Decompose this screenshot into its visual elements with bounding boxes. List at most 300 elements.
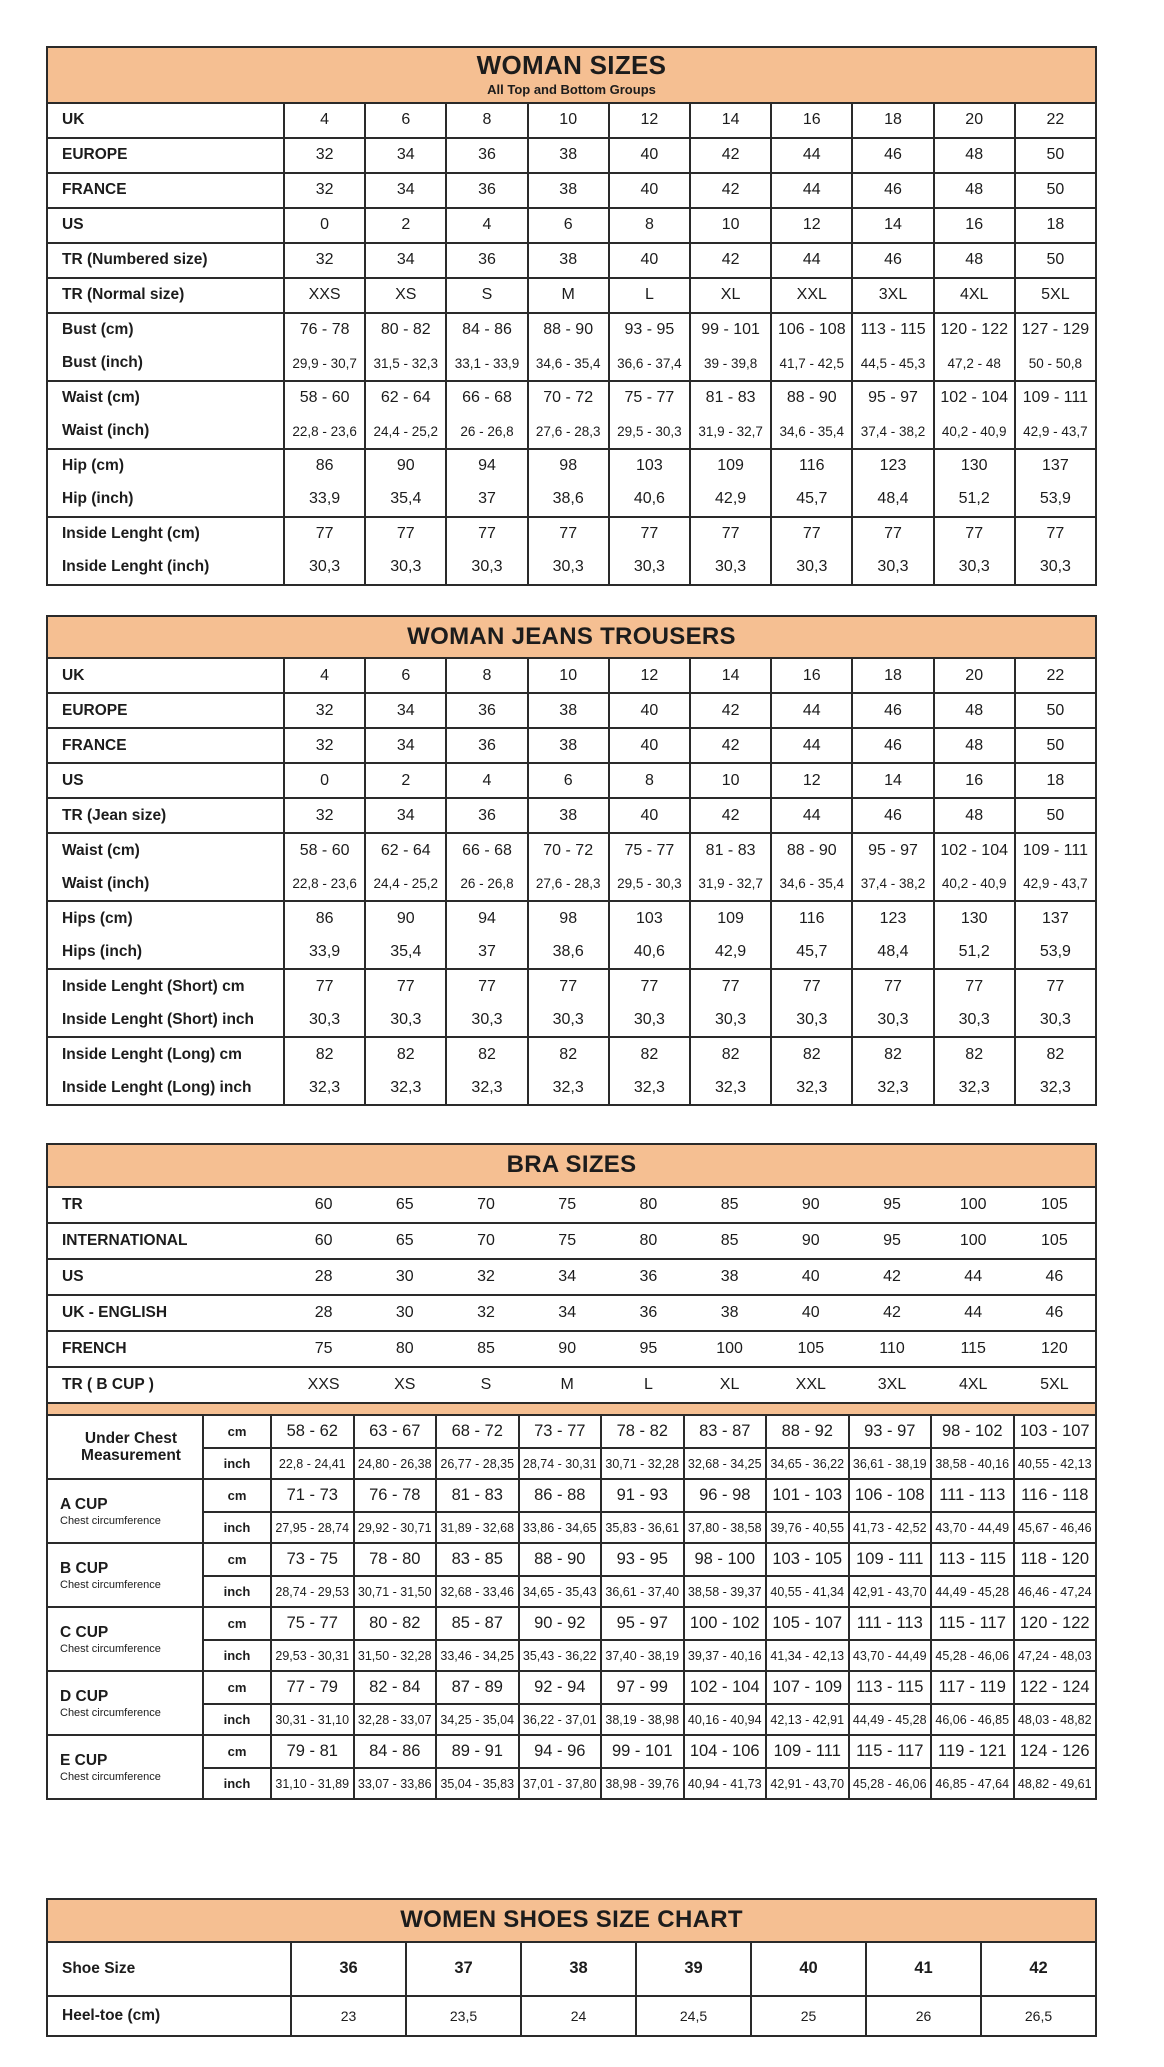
- row-label: FRANCE: [62, 181, 127, 199]
- value-cell: 48: [933, 799, 1014, 832]
- value-cell: 101 - 103: [765, 1480, 848, 1511]
- value-cell: 137: [1014, 450, 1095, 483]
- value-cell: 80 - 82: [353, 1608, 436, 1639]
- value-cell: 115 - 117: [848, 1736, 931, 1767]
- unit-label: cm: [202, 1480, 270, 1511]
- value-cell: 36,22 - 37,01: [518, 1703, 601, 1734]
- row-group: [48, 380, 1095, 448]
- value-cell: 103: [608, 450, 689, 483]
- value-cell: 80: [639, 1232, 658, 1250]
- table-row: [48, 1003, 1095, 1036]
- value-cell: 40: [801, 1304, 820, 1322]
- value-cell: 33,07 - 33,86: [353, 1767, 436, 1798]
- table-title: WOMAN SIZES: [476, 50, 667, 80]
- value-cell: 12: [770, 764, 851, 797]
- cup-sublabel: Chest circumference: [60, 1642, 161, 1655]
- value-cell: 79 - 81: [270, 1736, 353, 1767]
- value-cell: 40: [801, 1268, 820, 1286]
- value-cell: 14: [689, 659, 770, 692]
- woman-sizes-title-band: [48, 48, 1095, 102]
- value-cell: 33,1 - 33,9: [445, 347, 526, 380]
- value-cell: 81 - 83: [689, 382, 770, 415]
- table-bra-sizes: [46, 1143, 1097, 1800]
- value-cell: 71 - 73: [270, 1480, 353, 1511]
- value-cell: 3XL: [851, 279, 932, 312]
- value-cell: 103 - 107: [1013, 1416, 1096, 1447]
- value-cell: 84 - 86: [445, 314, 526, 347]
- value-cell: 30,3: [1014, 551, 1095, 584]
- row-label: Shoe Size: [62, 1959, 136, 1977]
- value-cell: 62 - 64: [364, 834, 445, 867]
- value-cell: XXL: [770, 279, 851, 312]
- cup-row-group: [48, 1542, 1095, 1606]
- value-cell: 98 - 102: [930, 1416, 1013, 1447]
- value-cell: 48,4: [851, 483, 932, 516]
- row-group: [48, 102, 1095, 137]
- cup-row-group: [48, 1670, 1095, 1734]
- cup-name: A CUP: [60, 1495, 108, 1513]
- value-cell: 30,3: [689, 1003, 770, 1036]
- value-cell: 75: [314, 1340, 333, 1358]
- value-cell: 39 - 39,8: [689, 347, 770, 380]
- value-cell: 82: [689, 1038, 770, 1071]
- value-cell: 5XL: [1040, 1376, 1069, 1394]
- value-cell: 36: [639, 1268, 658, 1286]
- value-cell: 120 - 122: [1013, 1608, 1096, 1639]
- row-label: Inside Lenght (cm): [62, 525, 200, 543]
- value-cell: 38: [520, 1943, 635, 1995]
- value-cell: 34,25 - 35,04: [435, 1703, 518, 1734]
- value-cell: 31,10 - 31,89: [270, 1767, 353, 1798]
- value-cell: 34,65 - 36,22: [765, 1447, 848, 1478]
- value-cell: 4: [283, 104, 364, 137]
- value-cell: 48: [933, 139, 1014, 172]
- value-cell: 40: [608, 244, 689, 277]
- value-cell: 102 - 104: [933, 834, 1014, 867]
- row-group: [48, 900, 1095, 968]
- value-cell: 41,73 - 42,52: [848, 1511, 931, 1542]
- value-cell: 77: [770, 518, 851, 551]
- row-label: Inside Lenght (Short) cm: [62, 977, 245, 995]
- value-cell: 95: [883, 1196, 901, 1214]
- value-cell: 30: [395, 1268, 414, 1286]
- value-cell: 34,6 - 35,4: [770, 867, 851, 900]
- value-cell: 73 - 77: [518, 1416, 601, 1447]
- value-cell: 30,3: [283, 551, 364, 584]
- value-cell: 38: [720, 1268, 739, 1286]
- value-cell: 16: [770, 104, 851, 137]
- unit-label: inch: [202, 1703, 270, 1734]
- value-cell: 44: [770, 139, 851, 172]
- value-cell: 47,2 - 48: [933, 347, 1014, 380]
- value-cell: 105: [1041, 1196, 1068, 1214]
- value-cell: 30,3: [933, 551, 1014, 584]
- value-cell: 86 - 88: [518, 1480, 601, 1511]
- value-cell: 44: [770, 244, 851, 277]
- value-cell: 66 - 68: [445, 834, 526, 867]
- value-cell: 37: [445, 483, 526, 516]
- value-cell: 78 - 80: [353, 1544, 436, 1575]
- value-cell: 84 - 86: [353, 1736, 436, 1767]
- row-group: [48, 516, 1095, 584]
- value-cell: 8: [445, 659, 526, 692]
- value-cell: 90: [558, 1340, 577, 1358]
- value-cell: 4: [283, 659, 364, 692]
- value-cell: 44,49 - 45,28: [848, 1703, 931, 1734]
- value-cell: 53,9: [1014, 935, 1095, 968]
- value-cell: 44: [770, 174, 851, 207]
- row-label: Waist (cm): [62, 841, 140, 859]
- table-row: [48, 935, 1095, 968]
- row-label: UK: [62, 666, 85, 684]
- value-cell: 35,83 - 36,61: [600, 1511, 683, 1542]
- value-cell: 3XL: [877, 1376, 907, 1394]
- table-title: BRA SIZES: [506, 1151, 637, 1179]
- value-cell: 30,3: [1014, 1003, 1095, 1036]
- value-cell: 37,4 - 38,2: [851, 867, 932, 900]
- value-cell: 10: [527, 104, 608, 137]
- value-cell: 45,28 - 46,06: [930, 1639, 1013, 1670]
- value-cell: 93 - 95: [608, 314, 689, 347]
- value-cell: 25: [750, 1997, 865, 2035]
- value-cell: 46: [851, 694, 932, 727]
- row-group: [48, 1036, 1095, 1104]
- value-cell: 38: [527, 694, 608, 727]
- value-cell: 29,92 - 30,71: [353, 1511, 436, 1542]
- value-cell: 26: [865, 1997, 980, 2035]
- value-cell: 110: [879, 1340, 905, 1358]
- table-row: [48, 347, 1095, 380]
- value-cell: 90: [364, 902, 445, 935]
- row-group: [48, 448, 1095, 516]
- value-cell: 4: [445, 764, 526, 797]
- value-cell: 123: [851, 902, 932, 935]
- value-cell: 42,91 - 43,70: [765, 1767, 848, 1798]
- table-row: [48, 518, 1095, 551]
- value-cell: 44: [770, 799, 851, 832]
- value-cell: 88 - 92: [765, 1416, 848, 1447]
- value-cell: 115: [960, 1340, 986, 1358]
- value-cell: 42: [689, 729, 770, 762]
- value-cell: 37,4 - 38,2: [851, 415, 932, 448]
- value-cell: 36: [445, 174, 526, 207]
- row-group: [48, 207, 1095, 242]
- table-row: [48, 1188, 1095, 1222]
- value-cell: 45,67 - 46,46: [1013, 1511, 1096, 1542]
- value-cell: 10: [689, 209, 770, 242]
- table-row: [48, 694, 1095, 727]
- value-cell: 32: [283, 174, 364, 207]
- value-cell: 46: [1045, 1268, 1064, 1286]
- value-cell: 90: [364, 450, 445, 483]
- value-cell: 83 - 85: [435, 1544, 518, 1575]
- value-cell: 24,5: [635, 1997, 750, 2035]
- row-group: [48, 137, 1095, 172]
- value-cell: 30,3: [445, 551, 526, 584]
- value-cell: 4: [445, 209, 526, 242]
- value-cell: 26 - 26,8: [445, 867, 526, 900]
- value-cell: 109 - 111: [848, 1544, 931, 1575]
- value-cell: 42,13 - 42,91: [765, 1703, 848, 1734]
- value-cell: 30,31 - 31,10: [270, 1703, 353, 1734]
- table-row: [48, 970, 1095, 1003]
- table-row: [48, 551, 1095, 584]
- value-cell: 48,82 - 49,61: [1013, 1767, 1096, 1798]
- value-cell: 90 - 92: [518, 1608, 601, 1639]
- row-label: [48, 1416, 202, 1478]
- value-cell: 53,9: [1014, 483, 1095, 516]
- value-cell: 77: [689, 518, 770, 551]
- value-cell: 18: [851, 659, 932, 692]
- value-cell: 70 - 72: [527, 382, 608, 415]
- unit-label: cm: [202, 1608, 270, 1639]
- value-cell: 77: [933, 970, 1014, 1003]
- value-cell: 37: [445, 935, 526, 968]
- value-cell: 37: [405, 1943, 520, 1995]
- value-cell: XS: [364, 279, 445, 312]
- value-cell: 118 - 120: [1013, 1544, 1096, 1575]
- value-cell: 32,3: [933, 1071, 1014, 1104]
- row-label: US: [62, 1268, 84, 1286]
- value-cell: 44: [964, 1268, 983, 1286]
- value-cell: 42,9 - 43,7: [1014, 867, 1095, 900]
- value-cell: 40: [608, 174, 689, 207]
- value-cell: 77: [364, 970, 445, 1003]
- value-cell: 96 - 98: [683, 1480, 766, 1511]
- value-cell: 46: [851, 244, 932, 277]
- value-cell: 36: [445, 694, 526, 727]
- value-cell: 45,7: [770, 935, 851, 968]
- value-cell: 95 - 97: [600, 1608, 683, 1639]
- row-group: [48, 797, 1095, 832]
- value-cell: 77 - 79: [270, 1672, 353, 1703]
- row-label: Hips (inch): [62, 942, 143, 960]
- value-cell: 14: [689, 104, 770, 137]
- table-title: WOMAN JEANS TROUSERS: [407, 622, 736, 650]
- value-cell: 31,5 - 32,3: [364, 347, 445, 380]
- value-cell: 50: [1014, 174, 1095, 207]
- row-label: EUROPE: [62, 701, 128, 719]
- value-cell: 26 - 26,8: [445, 415, 526, 448]
- cup-sublabel: Chest circumference: [60, 1770, 161, 1783]
- row-label: Inside Lenght (inch): [62, 558, 210, 576]
- value-cell: 37,01 - 37,80: [518, 1767, 601, 1798]
- value-cell: 58 - 62: [270, 1416, 353, 1447]
- value-cell: 31,50 - 32,28: [353, 1639, 436, 1670]
- value-cell: 82: [445, 1038, 526, 1071]
- value-cell: 4XL: [958, 1376, 988, 1394]
- value-cell: 6: [527, 209, 608, 242]
- value-cell: 42: [883, 1304, 901, 1322]
- value-cell: 44: [964, 1304, 983, 1322]
- table-row: [48, 1296, 1095, 1330]
- value-cell: 27,6 - 28,3: [527, 415, 608, 448]
- value-cell: 34,65 - 35,43: [518, 1575, 601, 1606]
- women-shoes-title-band: [48, 1900, 1095, 1941]
- row-group: [48, 1366, 1095, 1402]
- value-cell: M: [560, 1376, 574, 1394]
- value-cell: 2: [364, 764, 445, 797]
- value-cell: 80: [639, 1196, 658, 1214]
- cup-name: C CUP: [60, 1623, 109, 1641]
- value-cell: 123: [851, 450, 932, 483]
- value-cell: 100: [959, 1196, 987, 1214]
- value-cell: 36,61 - 37,40: [600, 1575, 683, 1606]
- row-label: TR (Numbered size): [62, 251, 208, 269]
- value-cell: 44: [770, 694, 851, 727]
- table-row: [48, 659, 1095, 692]
- value-cell: 18: [1014, 209, 1095, 242]
- value-cell: 32,3: [689, 1071, 770, 1104]
- value-cell: 75 - 77: [608, 382, 689, 415]
- value-cell: 34: [364, 244, 445, 277]
- value-cell: 95 - 97: [851, 382, 932, 415]
- value-cell: 36,61 - 38,19: [848, 1447, 931, 1478]
- value-cell: 137: [1014, 902, 1095, 935]
- value-cell: 30,71 - 31,50: [353, 1575, 436, 1606]
- value-cell: 38: [527, 174, 608, 207]
- value-cell: 70: [477, 1196, 495, 1214]
- value-cell: 42: [689, 694, 770, 727]
- value-cell: 2: [364, 209, 445, 242]
- value-cell: 34: [364, 139, 445, 172]
- unit-label: inch: [202, 1767, 270, 1798]
- value-cell: 40,2 - 40,9: [933, 867, 1014, 900]
- value-cell: 40,6: [608, 935, 689, 968]
- value-cell: 32,68 - 33,46: [435, 1575, 518, 1606]
- value-cell: 32,3: [364, 1071, 445, 1104]
- cup-name: B CUP: [60, 1559, 109, 1577]
- value-cell: 90: [801, 1196, 820, 1214]
- value-cell: 38,6: [527, 483, 608, 516]
- value-cell: 50: [1014, 799, 1095, 832]
- value-cell: 42,9: [689, 935, 770, 968]
- value-cell: 94 - 96: [518, 1736, 601, 1767]
- value-cell: 38,58 - 40,16: [930, 1447, 1013, 1478]
- row-label: FRENCH: [62, 1340, 127, 1358]
- row-group: [48, 727, 1095, 762]
- value-cell: 63 - 67: [353, 1416, 436, 1447]
- value-cell: 0: [283, 764, 364, 797]
- row-group: [48, 312, 1095, 380]
- table-row: [48, 902, 1095, 935]
- table-row: [48, 483, 1095, 516]
- cup-row-group: [48, 1414, 1095, 1478]
- value-cell: 109 - 111: [1014, 382, 1095, 415]
- value-cell: 40: [608, 729, 689, 762]
- value-cell: 46,85 - 47,64: [930, 1767, 1013, 1798]
- table-woman-sizes: [46, 46, 1097, 586]
- value-cell: 5XL: [1014, 279, 1095, 312]
- value-cell: 82: [283, 1038, 364, 1071]
- value-cell: 77: [608, 970, 689, 1003]
- row-label: US: [62, 216, 84, 234]
- value-cell: 14: [851, 764, 932, 797]
- value-cell: 48: [933, 694, 1014, 727]
- value-cell: 38: [527, 729, 608, 762]
- value-cell: 40,94 - 41,73: [683, 1767, 766, 1798]
- table-row: [48, 174, 1095, 207]
- value-cell: 0: [283, 209, 364, 242]
- value-cell: 116 - 118: [1013, 1480, 1096, 1511]
- value-cell: 77: [445, 518, 526, 551]
- cup-row-group: [48, 1606, 1095, 1670]
- value-cell: 86: [283, 450, 364, 483]
- value-cell: 85 - 87: [435, 1608, 518, 1639]
- value-cell: 50: [1014, 694, 1095, 727]
- table-row: [48, 104, 1095, 137]
- bra-sizes-title-band: [48, 1145, 1095, 1186]
- value-cell: 31,89 - 32,68: [435, 1511, 518, 1542]
- value-cell: 39,37 - 40,16: [683, 1639, 766, 1670]
- value-cell: 36,6 - 37,4: [608, 347, 689, 380]
- value-cell: 40,6: [608, 483, 689, 516]
- row-group: [48, 1941, 1095, 1995]
- value-cell: 102 - 104: [933, 382, 1014, 415]
- value-cell: 44,49 - 45,28: [930, 1575, 1013, 1606]
- value-cell: 87 - 89: [435, 1672, 518, 1703]
- unit-label: cm: [202, 1672, 270, 1703]
- value-cell: 77: [283, 518, 364, 551]
- value-cell: XL: [689, 279, 770, 312]
- row-label: Bust (cm): [62, 321, 134, 339]
- value-cell: 116: [770, 450, 851, 483]
- value-cell: 100: [716, 1340, 743, 1358]
- value-cell: 48,4: [851, 935, 932, 968]
- value-cell: 116: [770, 902, 851, 935]
- value-cell: 30,3: [364, 1003, 445, 1036]
- table-row: [48, 867, 1095, 900]
- value-cell: 82: [608, 1038, 689, 1071]
- value-cell: 12: [608, 659, 689, 692]
- value-cell: 82: [770, 1038, 851, 1071]
- value-cell: 50: [1014, 729, 1095, 762]
- value-cell: 77: [933, 518, 1014, 551]
- table-row: [48, 450, 1095, 483]
- value-cell: 41: [865, 1943, 980, 1995]
- unit-label: cm: [202, 1544, 270, 1575]
- value-cell: 92 - 94: [518, 1672, 601, 1703]
- row-label: Waist (inch): [62, 874, 150, 892]
- value-cell: L: [608, 279, 689, 312]
- value-cell: 24,4 - 25,2: [364, 867, 445, 900]
- value-cell: 46: [851, 799, 932, 832]
- value-cell: 88 - 90: [527, 314, 608, 347]
- value-cell: 32,68 - 34,25: [683, 1447, 766, 1478]
- woman-jeans-trousers-title-band: [48, 617, 1095, 658]
- value-cell: 8: [608, 764, 689, 797]
- value-cell: 40: [608, 694, 689, 727]
- table-woman-jeans-trousers: [46, 615, 1097, 1107]
- value-cell: 38: [720, 1304, 739, 1322]
- table-row: [48, 209, 1095, 242]
- value-cell: 120 - 122: [933, 314, 1014, 347]
- value-cell: 39,76 - 40,55: [765, 1511, 848, 1542]
- value-cell: 95 - 97: [851, 834, 932, 867]
- value-cell: 120: [1041, 1340, 1068, 1358]
- value-cell: 30,3: [851, 551, 932, 584]
- row-group: [48, 1222, 1095, 1258]
- value-cell: 98: [527, 902, 608, 935]
- value-cell: 32: [283, 244, 364, 277]
- value-cell: 30,71 - 32,28: [600, 1447, 683, 1478]
- value-cell: 100 - 102: [683, 1608, 766, 1639]
- value-cell: 99 - 101: [689, 314, 770, 347]
- value-cell: 113 - 115: [930, 1544, 1013, 1575]
- row-group: [48, 277, 1095, 312]
- value-cell: 106 - 108: [848, 1480, 931, 1511]
- value-cell: 89 - 91: [435, 1736, 518, 1767]
